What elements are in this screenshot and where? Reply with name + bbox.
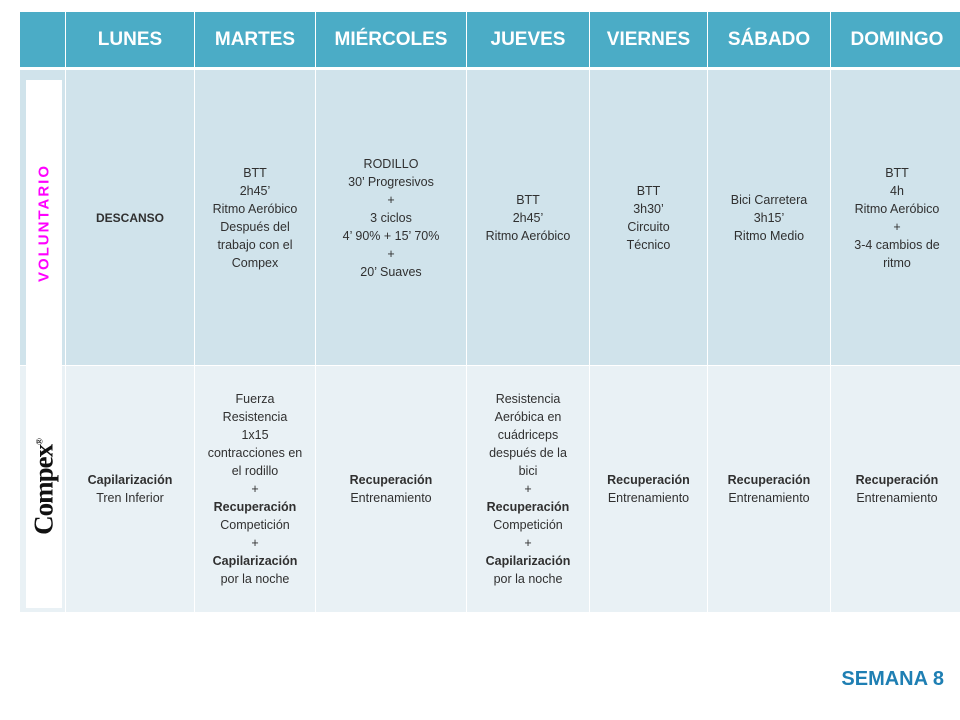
cell-title: Recuperación: [607, 473, 690, 487]
cell-domingo-1: [831, 70, 960, 366]
cell-line: Bici Carretera: [730, 192, 808, 207]
cell-title: Recuperación: [213, 500, 297, 514]
cell-line: 4’ 90% + 15’ 70%: [342, 228, 440, 243]
cell-line: Compex: [231, 255, 279, 270]
cell-line: ritmo: [883, 255, 911, 270]
cell-line: 2h45’: [239, 183, 271, 198]
cell-line: 20’ Suaves: [360, 264, 422, 279]
cell-line: 3 ciclos: [370, 210, 412, 225]
cell-sabado-2: [708, 366, 830, 612]
cell-line: BTT: [243, 165, 267, 180]
cell-line: Fuerza: [235, 392, 275, 406]
cell-subtitle: Entrenamiento: [607, 491, 690, 505]
header-jueves: JUEVES: [467, 12, 589, 70]
cell-line: Aeróbica en: [494, 410, 562, 424]
compex-strip: [26, 366, 62, 608]
cell-line: +: [251, 536, 259, 550]
cell-subtitle: Entrenamiento: [856, 491, 938, 505]
voluntario-side-cell: [20, 70, 65, 366]
compex-logo-text: Compex: [28, 444, 59, 535]
cell-line: +: [387, 192, 395, 207]
cell-line: 4h: [890, 183, 904, 198]
cell-title: Capilarización: [485, 554, 571, 568]
header-sabado: SÁBADO: [708, 12, 830, 70]
cell-line: +: [251, 482, 259, 496]
cell-text: DESCANSO: [95, 210, 164, 225]
cell-title: Recuperación: [727, 473, 811, 487]
cell-line: BTT: [636, 183, 661, 198]
cell-line: Ritmo Aeróbico: [212, 201, 298, 216]
cell-title: Recuperación: [349, 473, 433, 487]
cell-line: cuádriceps: [497, 428, 559, 442]
cell-line: contracciones en: [207, 446, 303, 460]
cell-miercoles-2: [316, 366, 466, 612]
cell-line: 3h15’: [753, 210, 785, 225]
cell-line: Resistencia: [495, 392, 561, 406]
cell-line: 30’ Progresivos: [348, 174, 434, 189]
cell-title: Recuperación: [486, 500, 570, 514]
cell-line: 3h30’: [633, 201, 664, 216]
cell-miercoles-1: [316, 70, 466, 366]
header-martes: MARTES: [195, 12, 315, 70]
cell-jueves-2: [467, 366, 589, 612]
cell-title: Capilarización: [87, 473, 173, 487]
cell-subtitle: Tren Inferior: [96, 491, 164, 505]
cell-line: el rodillo: [231, 464, 279, 478]
cell-line: 2h45’: [512, 210, 544, 225]
cell-line: Ritmo Medio: [733, 228, 805, 243]
cell-line: Competición: [493, 518, 563, 532]
cell-domingo-2: [831, 366, 960, 612]
cell-viernes-2: [590, 366, 707, 612]
cell-lunes-2: [66, 366, 194, 612]
cell-line: Competición: [220, 518, 290, 532]
cell-line: Técnico: [626, 237, 671, 252]
cell-line: +: [893, 219, 901, 234]
week-label: SEMANA 8: [841, 668, 944, 690]
header-viernes: VIERNES: [590, 12, 707, 70]
cell-line: por la noche: [220, 572, 290, 586]
cell-line: +: [387, 246, 395, 261]
voluntario-strip: [26, 80, 62, 365]
cell-line: +: [524, 536, 532, 550]
cell-line: Resistencia: [222, 410, 288, 424]
cell-lunes-1: [66, 70, 194, 366]
cell-viernes-1: [590, 70, 707, 366]
cell-line: Ritmo Aeróbico: [485, 228, 571, 243]
cell-sabado-1: [708, 70, 830, 366]
compex-logo: Compex®: [28, 439, 59, 535]
cell-subtitle: Entrenamiento: [350, 491, 432, 505]
cell-line: por la noche: [493, 572, 563, 586]
header-corner-cell: [20, 12, 65, 70]
header-domingo: DOMINGO: [831, 12, 960, 70]
cell-line: RODILLO: [363, 156, 419, 171]
cell-title: Recuperación: [855, 473, 939, 487]
header-miercoles: MIÉRCOLES: [316, 12, 466, 70]
voluntario-label: VOLUNTARIO: [35, 163, 53, 282]
compex-side-cell: [20, 366, 65, 612]
cell-martes-1: [195, 70, 315, 366]
cell-line: Ritmo Aeróbico: [854, 201, 940, 216]
weekly-plan-table: [20, 12, 958, 612]
cell-line: Circuito: [627, 219, 670, 234]
cell-jueves-1: [467, 70, 589, 366]
cell-line: bici: [518, 464, 538, 478]
cell-line: después de la: [489, 446, 567, 460]
cell-line: 1x15: [241, 428, 269, 442]
cell-subtitle: Entrenamiento: [728, 491, 810, 505]
cell-line: Después del: [220, 219, 290, 234]
cell-line: BTT: [516, 192, 540, 207]
cell-line: +: [524, 482, 532, 496]
cell-martes-2: [195, 366, 315, 612]
cell-title: Capilarización: [212, 554, 298, 568]
cell-line: trabajo con el: [217, 237, 293, 252]
header-lunes: LUNES: [66, 12, 194, 70]
cell-line: BTT: [885, 165, 909, 180]
cell-line: 3-4 cambios de: [854, 237, 940, 252]
